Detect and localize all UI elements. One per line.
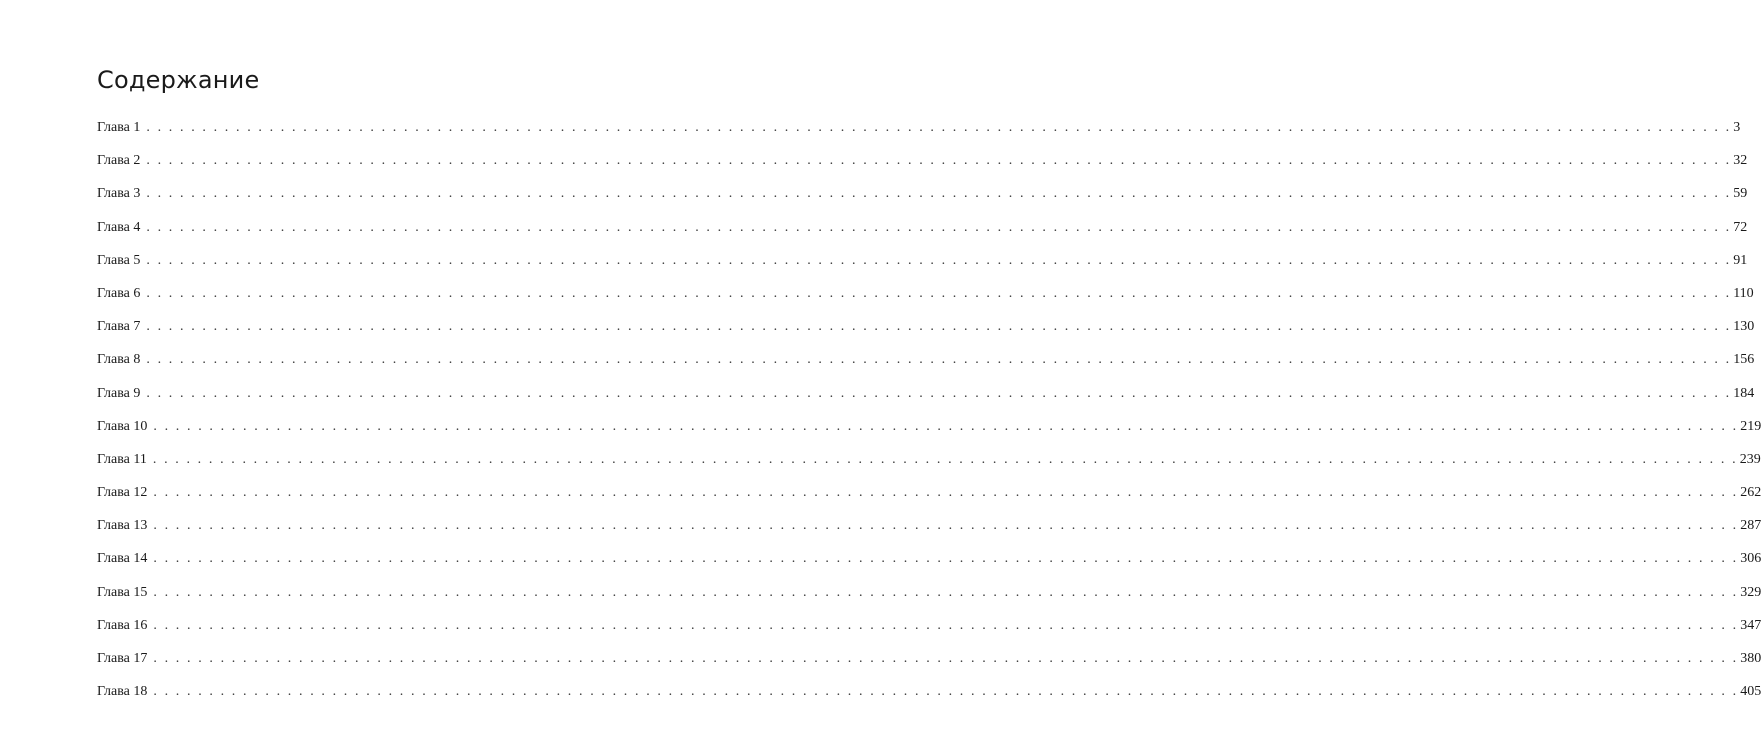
toc-entry-10[interactable] — [97, 418, 1761, 452]
toc-dot-leader: . . . . . . . . . . . . . . . . . . . . . . . . . . . . . . . . . . . . . . . . . . . . . . . . . . . . . . . . . . . . . . . . . . . . . . . . . . . . . . . . . . . . . . . . . . . . . . . . . . . . . . . . . . . . . . . . . . . . . . . . . . . . . . . . . . . . . . . . . . . . . . — [153, 485, 1739, 501]
toc-dot-leader: . . . . . . . . . . . . . . . . . . . . . . . . . . . . . . . . . . . . . . . . . . . . . . . . . . . . . . . . . . . . . . . . . . . . . . . . . . . . . . . . . . . . . . . . . . . . . . . . . . . . . . . . . . . . . . . . . . . . . . . . . . . . . . . . . . . . . . . . . . . . . . — [146, 352, 1732, 368]
toc-page-number: 262 — [1740, 485, 1761, 501]
toc-entry-label: Глава 14 — [97, 551, 148, 567]
toc-dot-leader: . . . . . . . . . . . . . . . . . . . . . . . . . . . . . . . . . . . . . . . . . . . . . . . . . . . . . . . . . . . . . . . . . . . . . . . . . . . . . . . . . . . . . . . . . . . . . . . . . . . . . . . . . . . . . . . . . . . . . . . . . . . . . . . . . . . . . . . . . . . . . . — [146, 120, 1732, 135]
toc-entry-2[interactable] — [97, 153, 1748, 186]
toc-page-number: 91 — [1733, 252, 1748, 268]
toc-entry-18[interactable] — [97, 684, 1761, 717]
toc-entry-7[interactable] — [97, 319, 1755, 352]
toc-dot-leader: . . . . . . . . . . . . . . . . . . . . . . . . . . . . . . . . . . . . . . . . . . . . . . . . . . . . . . . . . . . . . . . . . . . . . . . . . . . . . . . . . . . . . . . . . . . . . . . . . . . . . . . . . . . . . . . . . . . . . . . . . . . . . . . . . . . . . . . . . . . . . . — [153, 518, 1739, 534]
toc-entry-label: Глава 13 — [97, 518, 148, 534]
toc-entry-17[interactable] — [97, 651, 1761, 684]
table-of-contents — [97, 120, 1761, 717]
toc-dot-leader: . . . . . . . . . . . . . . . . . . . . . . . . . . . . . . . . . . . . . . . . . . . . . . . . . . . . . . . . . . . . . . . . . . . . . . . . . . . . . . . . . . . . . . . . . . . . . . . . . . . . . . . . . . . . . . . . . . . . . . . . . . . . . . . . . . . . . . . . . . . . . . — [153, 418, 1739, 434]
toc-entry-label: Глава 12 — [97, 485, 148, 501]
toc-dot-leader: . . . . . . . . . . . . . . . . . . . . . . . . . . . . . . . . . . . . . . . . . . . . . . . . . . . . . . . . . . . . . . . . . . . . . . . . . . . . . . . . . . . . . . . . . . . . . . . . . . . . . . . . . . . . . . . . . . . . . . . . . . . . . . . . . . . . . . . . . . . . . . — [153, 651, 1739, 666]
toc-entry-15[interactable] — [97, 584, 1761, 618]
toc-entry-14[interactable] — [97, 551, 1761, 584]
toc-page-number: 380 — [1740, 651, 1761, 666]
toc-dot-leader: . . . . . . . . . . . . . . . . . . . . . . . . . . . . . . . . . . . . . . . . . . . . . . . . . . . . . . . . . . . . . . . . . . . . . . . . . . . . . . . . . . . . . . . . . . . . . . . . . . . . . . . . . . . . . . . . . . . . . . . . . . . . . . . . . . . . . . . . . . . . . . — [146, 219, 1732, 235]
toc-entry-16[interactable] — [97, 617, 1761, 651]
toc-page-number: 347 — [1740, 617, 1761, 633]
toc-entry-11[interactable] — [97, 451, 1761, 485]
toc-entry-3[interactable] — [97, 186, 1748, 219]
toc-page-number: 130 — [1733, 319, 1755, 335]
toc-page-number: 219 — [1740, 418, 1761, 434]
toc-dot-leader: . . . . . . . . . . . . . . . . . . . . . . . . . . . . . . . . . . . . . . . . . . . . . . . . . . . . . . . . . . . . . . . . . . . . . . . . . . . . . . . . . . . . . . . . . . . . . . . . . . . . . . . . . . . . . . . . . . . . . . . . . . . . . . . . . . . . . . . . . . . . . . — [153, 551, 1739, 567]
toc-entry-label: Глава 15 — [97, 584, 148, 600]
toc-dot-leader: . . . . . . . . . . . . . . . . . . . . . . . . . . . . . . . . . . . . . . . . . . . . . . . . . . . . . . . . . . . . . . . . . . . . . . . . . . . . . . . . . . . . . . . . . . . . . . . . . . . . . . . . . . . . . . . . . . . . . . . . . . . . . . . . . . . . . . . . . . . . . . — [146, 385, 1732, 401]
toc-page-number: 156 — [1733, 352, 1755, 368]
toc-dot-leader: . . . . . . . . . . . . . . . . . . . . . . . . . . . . . . . . . . . . . . . . . . . . . . . . . . . . . . . . . . . . . . . . . . . . . . . . . . . . . . . . . . . . . . . . . . . . . . . . . . . . . . . . . . . . . . . . . . . . . . . . . . . . . . . . . . . . . . . . . . . . . . — [146, 153, 1732, 169]
toc-entry-8[interactable] — [97, 352, 1755, 385]
toc-page-number: 329 — [1740, 584, 1761, 600]
toc-dot-leader: . . . . . . . . . . . . . . . . . . . . . . . . . . . . . . . . . . . . . . . . . . . . . . . . . . . . . . . . . . . . . . . . . . . . . . . . . . . . . . . . . . . . . . . . . . . . . . . . . . . . . . . . . . . . . . . . . . . . . . . . . . . . . . . . . . . . . . . . . . . . . . — [153, 584, 1739, 600]
toc-dot-leader: . . . . . . . . . . . . . . . . . . . . . . . . . . . . . . . . . . . . . . . . . . . . . . . . . . . . . . . . . . . . . . . . . . . . . . . . . . . . . . . . . . . . . . . . . . . . . . . . . . . . . . . . . . . . . . . . . . . . . . . . . . . . . . . . . . . . . . . . . . . . . . — [146, 285, 1732, 301]
toc-page-number: 184 — [1733, 385, 1755, 401]
toc-entry-label: Глава 4 — [97, 219, 141, 235]
toc-entry-label: Глава 8 — [97, 352, 141, 368]
toc-entry-9[interactable] — [97, 385, 1755, 419]
toc-entry-label: Глава 18 — [97, 684, 148, 700]
toc-entry-label: Глава 10 — [97, 418, 148, 434]
toc-entry-label: Глава 3 — [97, 186, 141, 202]
toc-page-number: 59 — [1733, 186, 1748, 202]
toc-entry-label: Глава 11 — [97, 451, 147, 467]
toc-entry-5[interactable] — [97, 252, 1748, 286]
toc-entry-label: Глава 1 — [97, 120, 141, 135]
toc-entry-label: Глава 17 — [97, 651, 148, 666]
toc-dot-leader: . . . . . . . . . . . . . . . . . . . . . . . . . . . . . . . . . . . . . . . . . . . . . . . . . . . . . . . . . . . . . . . . . . . . . . . . . . . . . . . . . . . . . . . . . . . . . . . . . . . . . . . . . . . . . . . . . . . . . . . . . . . . . . . . . . . . . . . . . . . . . . — [146, 319, 1732, 335]
toc-dot-leader: . . . . . . . . . . . . . . . . . . . . . . . . . . . . . . . . . . . . . . . . . . . . . . . . . . . . . . . . . . . . . . . . . . . . . . . . . . . . . . . . . . . . . . . . . . . . . . . . . . . . . . . . . . . . . . . . . . . . . . . . . . . . . . . . . . . . . . . . . . . . . . — [153, 684, 1739, 700]
toc-entry-label: Глава 2 — [97, 153, 141, 169]
toc-page-number: 110 — [1733, 285, 1754, 301]
page-title: Содержание — [97, 66, 260, 94]
toc-page-number: 306 — [1740, 551, 1761, 567]
toc-page-number: 72 — [1733, 219, 1748, 235]
toc-entry-label: Глава 7 — [97, 319, 141, 335]
toc-page-number: 32 — [1733, 153, 1748, 169]
toc-dot-leader: . . . . . . . . . . . . . . . . . . . . . . . . . . . . . . . . . . . . . . . . . . . . . . . . . . . . . . . . . . . . . . . . . . . . . . . . . . . . . . . . . . . . . . . . . . . . . . . . . . . . . . . . . . . . . . . . . . . . . . . . . . . . . . . . . . . . . . . . . . . . . . — [152, 451, 1738, 467]
toc-entry-label: Глава 5 — [97, 252, 141, 268]
toc-dot-leader: . . . . . . . . . . . . . . . . . . . . . . . . . . . . . . . . . . . . . . . . . . . . . . . . . . . . . . . . . . . . . . . . . . . . . . . . . . . . . . . . . . . . . . . . . . . . . . . . . . . . . . . . . . . . . . . . . . . . . . . . . . . . . . . . . . . . . . . . . . . . . . — [146, 186, 1732, 202]
toc-dot-leader: . . . . . . . . . . . . . . . . . . . . . . . . . . . . . . . . . . . . . . . . . . . . . . . . . . . . . . . . . . . . . . . . . . . . . . . . . . . . . . . . . . . . . . . . . . . . . . . . . . . . . . . . . . . . . . . . . . . . . . . . . . . . . . . . . . . . . . . . . . . . . . — [146, 252, 1732, 268]
toc-dot-leader: . . . . . . . . . . . . . . . . . . . . . . . . . . . . . . . . . . . . . . . . . . . . . . . . . . . . . . . . . . . . . . . . . . . . . . . . . . . . . . . . . . . . . . . . . . . . . . . . . . . . . . . . . . . . . . . . . . . . . . . . . . . . . . . . . . . . . . . . . . . . . . — [153, 617, 1739, 633]
toc-entry-label: Глава 16 — [97, 617, 148, 633]
toc-entry-6[interactable] — [97, 285, 1754, 319]
toc-entry-label: Глава 9 — [97, 385, 141, 401]
toc-page-number: 3 — [1733, 120, 1741, 135]
toc-entry-label: Глава 6 — [97, 285, 141, 301]
toc-page-number: 287 — [1740, 518, 1761, 534]
toc-page-number: 239 — [1739, 451, 1761, 467]
toc-entry-12[interactable] — [97, 485, 1761, 518]
toc-entry-1[interactable] — [97, 120, 1741, 153]
toc-entry-13[interactable] — [97, 518, 1761, 551]
toc-entry-4[interactable] — [97, 219, 1748, 253]
toc-page-number: 405 — [1740, 684, 1761, 700]
